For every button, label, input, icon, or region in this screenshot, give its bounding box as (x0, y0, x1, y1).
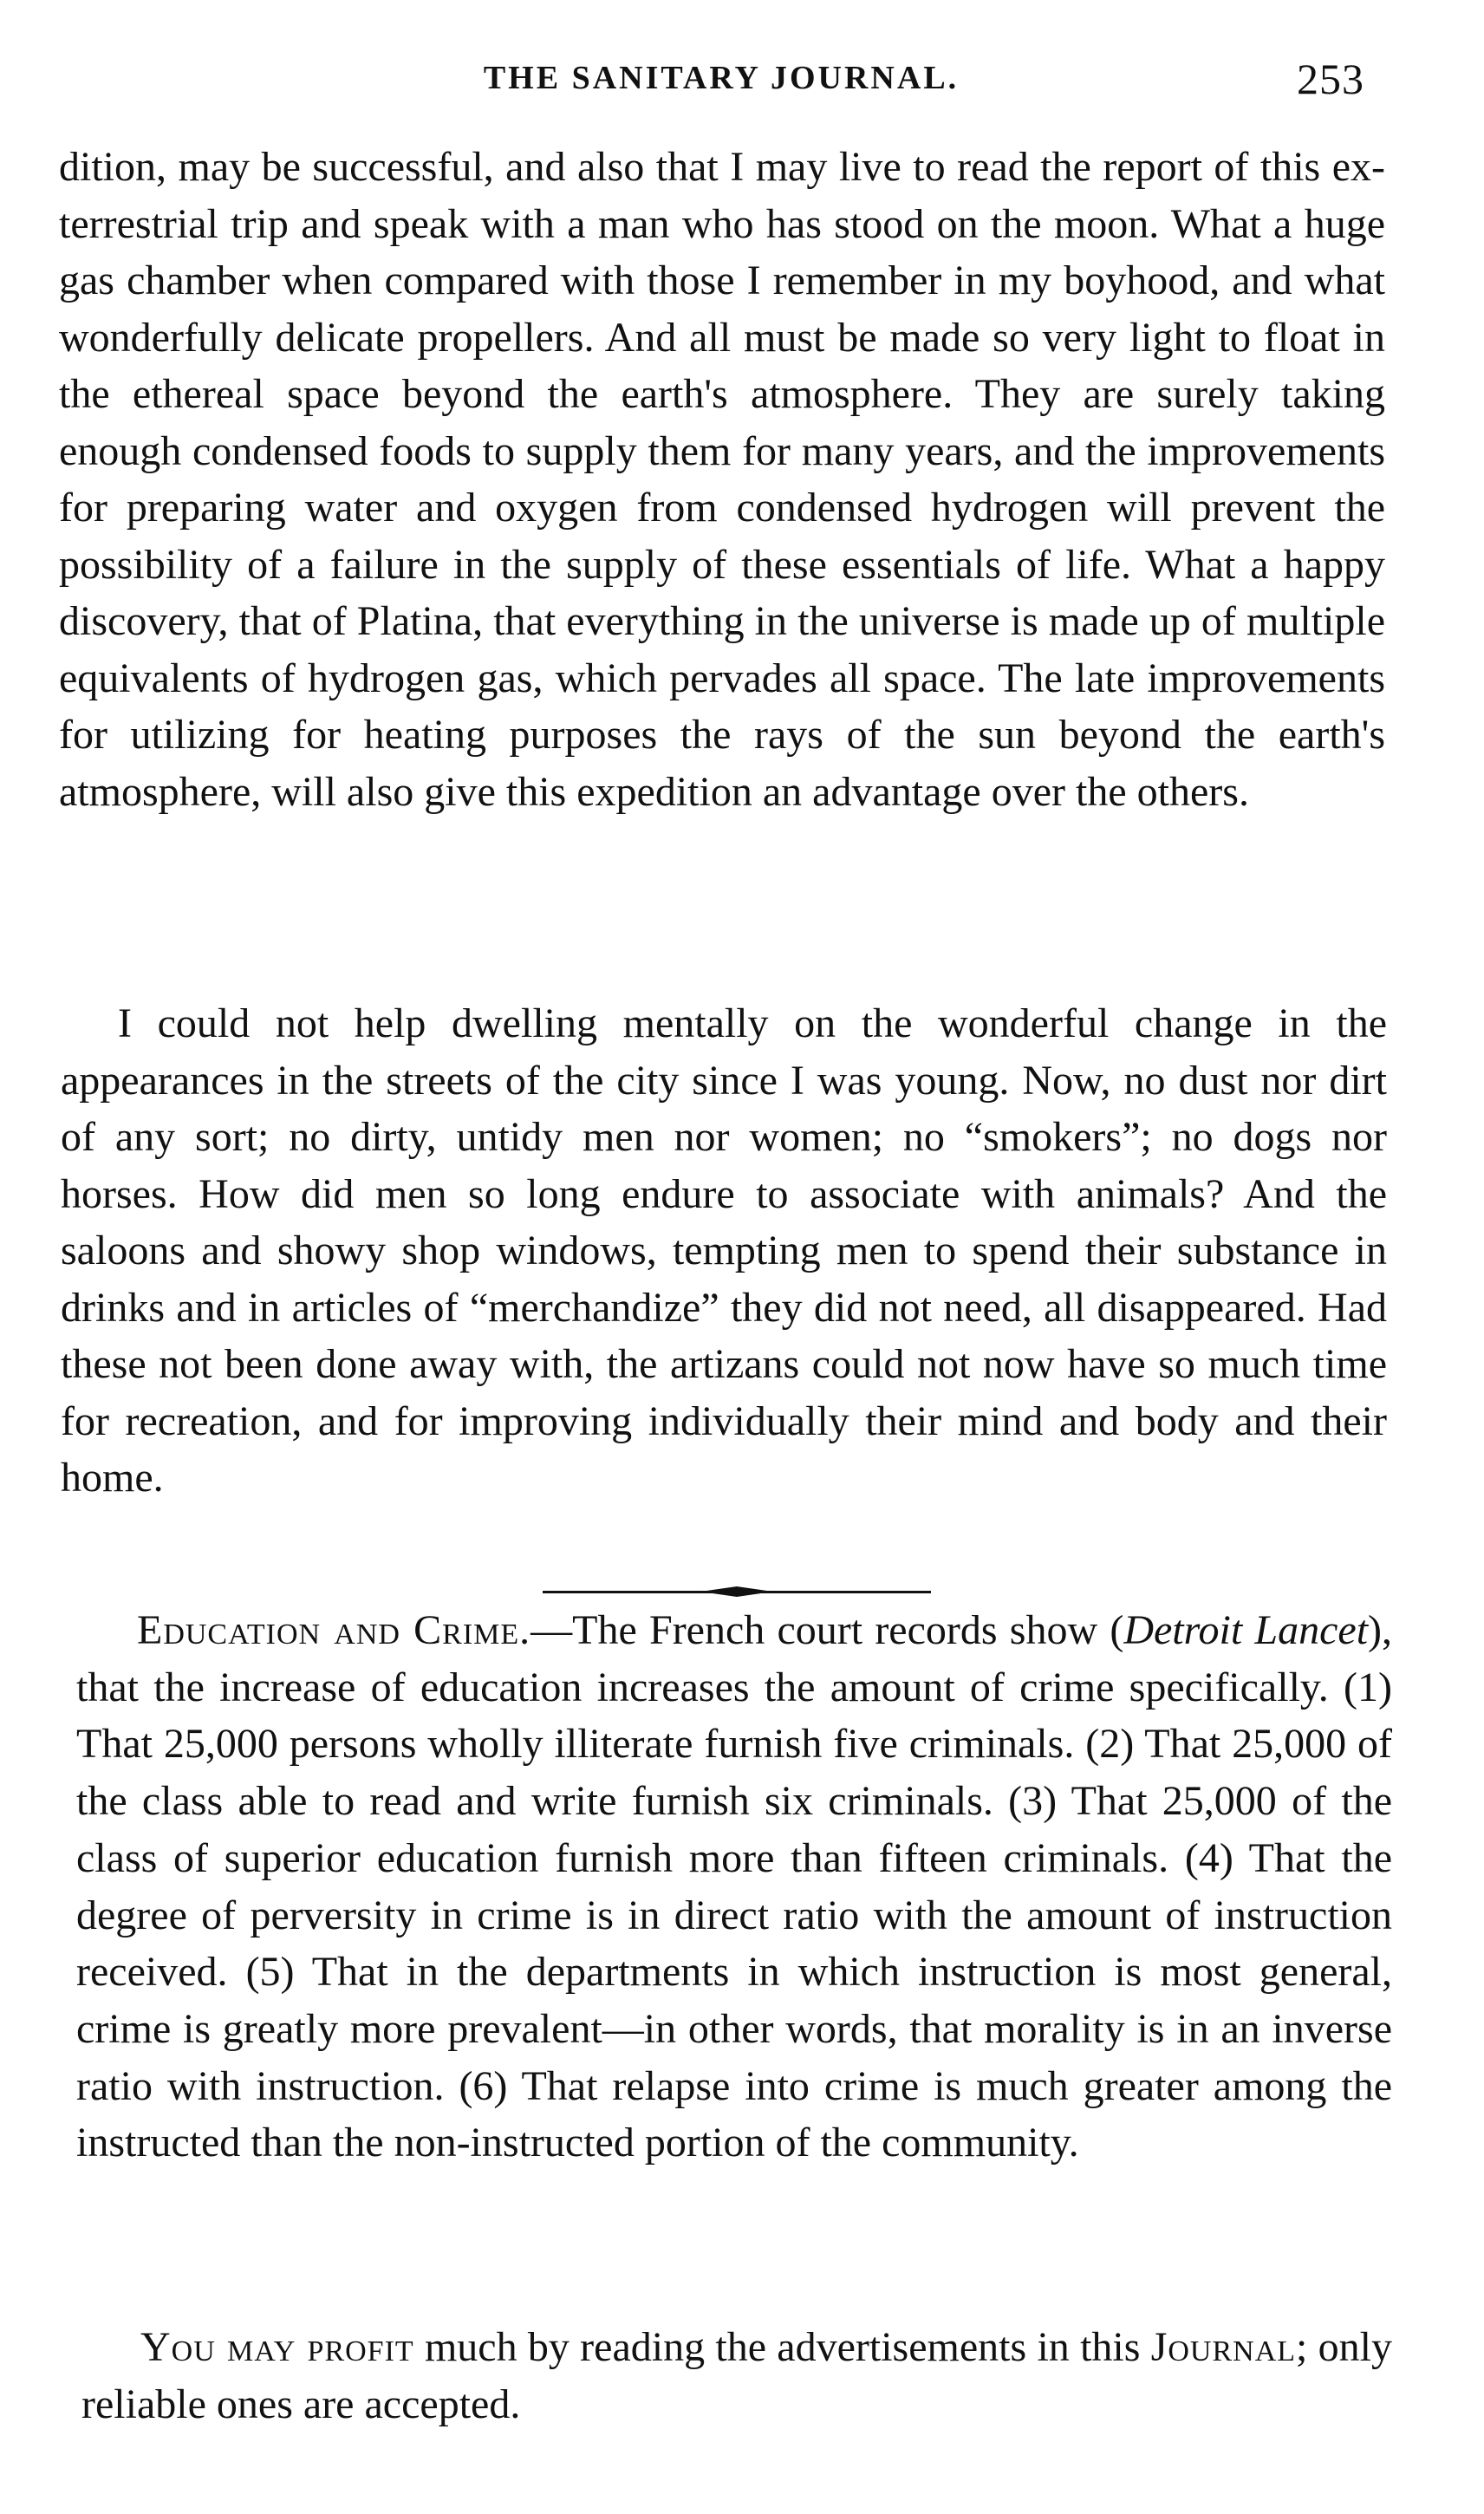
article-body: ), that the increase of education increases the amount of crime specifically. (1) That 25,000 persons wholly illiterate furnish five criminals. (2) That 25,000 of the class able to read and write furnish six criminals. (3) That 25,000 of the class of superior education furnish more than fifteen criminals. (4) That the degree of perversity in crime is in direct ratio with the amount of instruction received. (5) That in the departments in which instruction is most general, crime is greatly more prevalent—in other words, that morality is in an inverse ratio with instruction. (6) That relapse into crime is much greater among the instructed than the non-instructed portion of the community. (76, 1607, 1393, 2166)
article-title: Education and Crime. (137, 1607, 531, 1653)
advertisement-notice (81, 2319, 1392, 2433)
running-title: THE SANITARY JOURNAL. (483, 60, 960, 96)
notice-lead: You may profit (140, 2324, 414, 2370)
paragraph-street-changes: I could not help dwelling mentally on the wonderful change in the appearances in the streets of the city since I was young. Now, no dust nor dirt of any sort; no dirty, untidy men nor women; no “smokers”; no dogs nor horses. How did men so long endure to associate with animals? And the saloons and showy shop windows, tempting men to spend their substance in drinks and in articles of “merchandize” they did not need, all disappeared. Had these not been done away with, the artizans could not now have so much time for recreation, and for improving individually their mind and body and their home. (61, 1000, 1387, 1501)
article-source: Detroit Lancet (1123, 1607, 1369, 1653)
notice-end: ; only reliable ones are accepted. (81, 2324, 1392, 2427)
section-divider (543, 1586, 931, 1598)
paragraph-continuation: dition, may be successful, and also that I may live to read the report of this ex-terrestrial trip and speak with a man who has stood on the moon. What a huge gas chamber when compared with those I remember in my boyhood, and what wonderfully delicate propellers. And all must be made so very light to float in the ethereal space beyond the earth's atmosphere. They are surely taking enough condensed foods to supply them for many years, and the improvements for preparing water and oxygen from condensed hydrogen will prevent the possibility of a failure in the supply of these essentials of life. What a happy discovery, that of Platina, that everything in the universe is made up of multiple equivalents of hydrogen gas, which pervades all space. The late improvements for utilizing for heating purposes the rays of the sun beyond the earth's atmosphere, will also give this expedition an advantage over the others. (59, 144, 1385, 815)
article-lead: —The French court records show ( (530, 1607, 1124, 1653)
running-head (59, 54, 1383, 106)
page-number: 253 (1297, 55, 1364, 103)
divider-ornament (700, 1586, 773, 1597)
notice-journal: Journal (1150, 2324, 1297, 2370)
article-education-and-crime (76, 1602, 1392, 2172)
notice-middle: much by reading the advertisements in this (413, 2324, 1151, 2370)
